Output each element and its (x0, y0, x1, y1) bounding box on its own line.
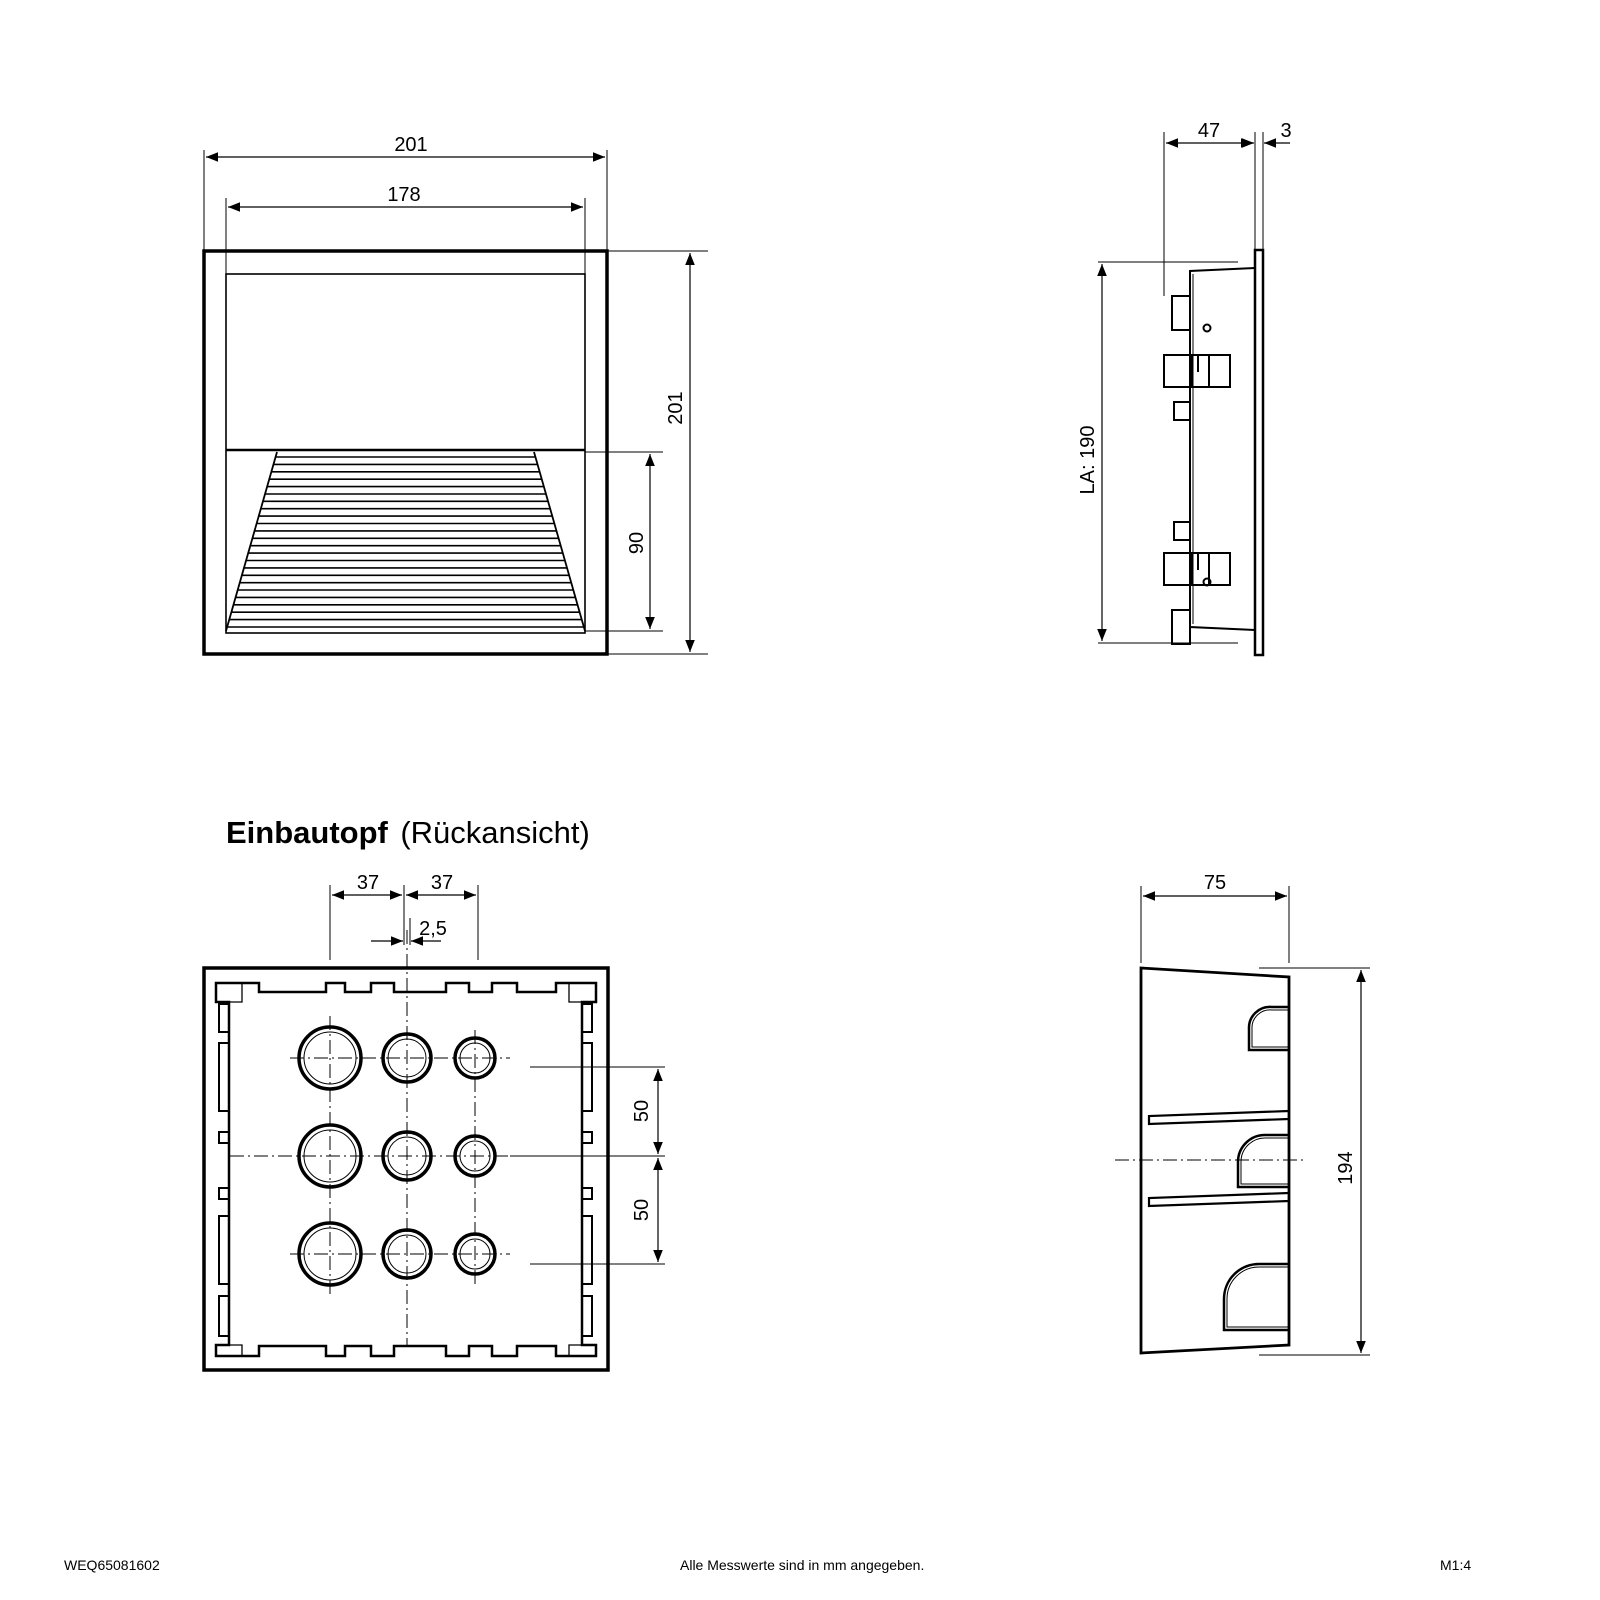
front-view (204, 150, 708, 654)
dim-side-depth: 47 (1197, 120, 1221, 142)
dim-box-upper-spacing: 50 (631, 1099, 653, 1123)
footer-scale: M1:4 (1440, 1557, 1472, 1573)
dim-box-left-spacing: 37 (356, 872, 380, 894)
dim-front-height: 201 (665, 391, 687, 425)
box-side-knockout-lower (1224, 1264, 1289, 1330)
box-side-view (1115, 886, 1370, 1355)
box-side-rib-upper (1149, 1111, 1289, 1124)
side-upper-clip (1164, 296, 1230, 420)
dim-side-flange: 3 (1280, 120, 1292, 142)
side-flange (1255, 250, 1263, 655)
footer-article-number: WEQ65081602 (64, 1557, 160, 1573)
box-wall-tabs (219, 1004, 592, 1336)
side-lower-clip (1164, 522, 1230, 644)
dim-louver-height: 90 (626, 531, 648, 555)
side-view (1098, 132, 1290, 655)
dim-box-side-height: 194 (1335, 1151, 1357, 1185)
louver-lines (227, 457, 584, 627)
side-body (1190, 268, 1255, 630)
footer-measurement-note: Alle Messwerte sind in mm angegeben. (680, 1557, 925, 1573)
front-extension-lines (204, 150, 708, 654)
dim-box-right-spacing: 37 (430, 872, 454, 894)
box-back-view-title: Einbautopf (Rückansicht) (226, 815, 590, 850)
dim-box-lower-spacing: 50 (631, 1198, 653, 1222)
box-extension-lines (330, 885, 665, 1264)
front-dimension-lines (206, 157, 690, 652)
box-side-rib-lower (1149, 1193, 1289, 1206)
box-back-view (204, 885, 665, 1370)
dim-side-cutout: LA: 190 (1077, 425, 1099, 495)
front-outer-frame (204, 251, 607, 654)
box-side-knockout-middle (1238, 1135, 1289, 1187)
dim-box-offset: 2,5 (419, 918, 447, 940)
dim-box-side-depth: 75 (1203, 872, 1227, 894)
box-side-knockout-upper (1249, 1007, 1289, 1050)
box-outer-frame (204, 968, 608, 1370)
front-inner-frame (226, 274, 585, 633)
box-side-dimension-lines (1143, 896, 1361, 1353)
dim-front-width-inner: 178 (387, 184, 421, 206)
dim-front-width-outer: 201 (394, 134, 428, 156)
